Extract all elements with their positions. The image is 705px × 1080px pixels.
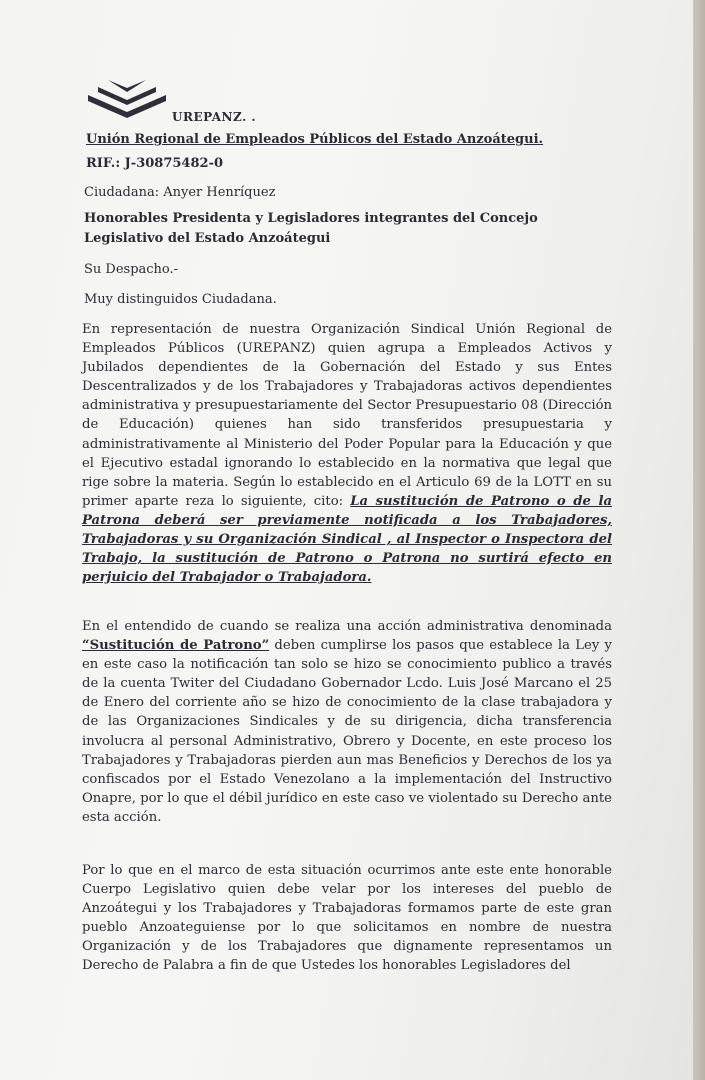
addressee-line-2: Legislativo del Estado Anzoátegui (84, 231, 331, 246)
citizen-line: Ciudadana: Anyer Henríquez (84, 185, 276, 200)
paragraph-2-before: En el entendido de cuando se realiza una acción administrativa denominada (82, 619, 612, 634)
sustitucion-highlight: “Sustitución de Patrono” (82, 638, 270, 654)
organization-name: Unión Regional de Empleados Públicos del Estado Anzoátegui. (86, 132, 544, 147)
despacho-line: Su Despacho.- (84, 262, 179, 277)
rif-number: RIF.: J-30875482-0 (86, 156, 224, 171)
brand-name: UREPANZ. . (172, 110, 257, 124)
paragraph-1 (82, 320, 612, 587)
paragraph-1-text: En representación de nuestra Organización Sindical Unión Regional de Empleados Públicos (UREPANZ) quien agrupa a Empleados Activos y Jubilados dependientes de la Gobernación del Estado y sus Entes Descentralizados y de los Trabajadores y Trabajadoras activos dependientes administrativa y presupuestariamente del Sector Presupuestario 08 (Dirección de Educación) quienes han sido transferidos presupuestaria y administrativamente al Ministerio del Poder Popular para la Educación y que el Ejecutivo estadal ignorando lo establecido en la normativa que legal que rige sobre la materia. Según lo establecido en el Articulo 69 de la LOTT en su primer aparte reza lo siguiente, cito: (82, 322, 612, 509)
paragraph-2 (82, 617, 612, 827)
greeting-line: Muy distinguidos Ciudadana. (84, 292, 277, 307)
urepanz-logo-icon (86, 78, 168, 120)
lott-article-quote: La sustitución de Patrono o de la Patrona deberá ser previamente notificada a los Trabajadores, Trabajadoras y su Organización Sindical , al Inspector o Inspectora del Trabajo, la sustitución de Patrono o Patrona no surtirá efecto en perjuicio del Trabajador o Trabajadora. (82, 493, 612, 586)
page-edge (693, 0, 705, 1080)
addressee-line-1: Honorables Presidenta y Legisladores integrantes del Concejo (84, 211, 538, 226)
paragraph-3: Por lo que en el marco de esta situación ocurrimos ante este ente honorable Cuerpo Legislativo quien debe velar por los intereses del pueblo de Anzoátegui y los Trabajadores y Trabajadoras formamos parte de este gran pueblo Anzoateguiense por lo que solicitamos en nombre de nuestra Organización y de los Trabajadores que dignamente representamos un Derecho de Palabra a fin de que Ustedes los honorables Legisladores del (82, 863, 612, 974)
paragraph-2-after: deben cumplirse los pasos que establece la Ley y en este caso la notificación tan solo se hizo se conocimiento publico a través de la cuenta Twiter del Ciudadano Gobernador Lcdo. Luis José Marcano el 25 de Enero del corriente año se hizo de conocimiento de la clase trabajadora y de las Organizaciones Sindicales y de su dirigencia, dicha transferencia involucra al personal Administrativo, Obrero y Docente, en este proceso los Trabajadores y Trabajadoras pierden aun mas Beneficios y Derechos de los ya confiscados por el Estado Venezolano a la implementación del Instructivo Onapre, por lo que el débil jurídico en este caso ve violentado su Derecho ante esta acción. (82, 638, 612, 825)
